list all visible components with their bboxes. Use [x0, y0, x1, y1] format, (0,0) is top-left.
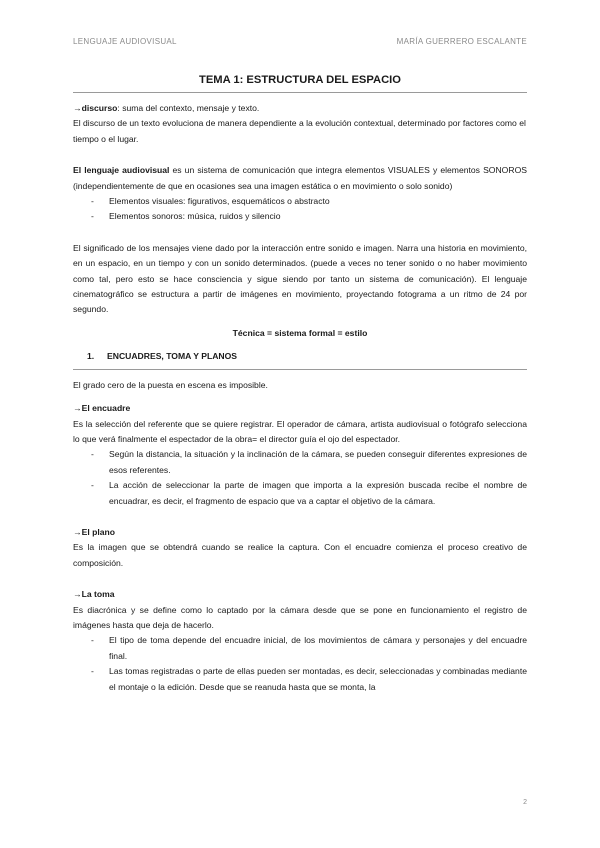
section-title: ENCUADRES, TOMA Y PLANOS: [107, 351, 238, 362]
list-item: - Las tomas registradas o parte de ellas pueden ser montadas, es decir, seleccionadas y combinadas mediante el montaje o la edición. Desde que se reanuda hasta que se monta, la: [91, 666, 527, 692]
discurso-body: El discurso de un texto evoluciona de manera dependiente a la evolución contextual, determinado por factores como el tiempo o el lugar.: [73, 118, 526, 144]
header-course: LENGUAJE AUDIOVISUAL: [73, 37, 177, 46]
discurso-definition: [73, 101, 527, 116]
section-number: 1.: [87, 351, 95, 362]
list-item-text: El tipo de toma depende del encuadre inicial, de los movimientos de cámara y personajes y del encuadre final.: [109, 635, 527, 661]
list-item: - La acción de seleccionar la parte de imagen que importa a la expresión buscada recibe el nombre de encuadrar, es decir, el fragmento de espacio que va a captar el objetivo de la cámara.: [91, 480, 527, 506]
list-item: - Elementos sonoros: música, ruidos y silencio: [91, 211, 281, 222]
list-item: - El tipo de toma depende del encuadre inicial, de los movimientos de cámara y personajes y del encuadre final.: [91, 635, 527, 661]
title-divider: [73, 92, 527, 93]
formula: Técnica = sistema formal = estilo: [232, 327, 368, 338]
header-author: MARÍA GUERRERO ESCALANTE: [396, 37, 527, 46]
list-item-text: Según la distancia, la situación y la inclinación de la cámara, se pueden conseguir diferentes expresiones de esos referentes.: [109, 449, 527, 475]
encuadre-body: Es la selección del referente que se quiere registrar. El operador de cámara, artista audiovisual o fotógrafo selecciona lo que verá finalmente el espectador de la obra= el director guía el ojo del espectador.: [73, 418, 527, 444]
toma-body: Es diacrónica y se define como lo captado por la cámara desde que se pone en funcionamiento el registro de imágenes hasta que deja de hacerlo.: [73, 604, 527, 630]
section-divider: [73, 369, 527, 370]
lenguaje-paragraph: [73, 163, 527, 194]
lenguaje-term: El lenguaje audiovisual: [73, 165, 170, 176]
page-title: TEMA 1: ESTRUCTURA DEL ESPACIO: [198, 74, 401, 86]
toma-heading: →La toma: [73, 589, 115, 600]
page-number: 2: [523, 799, 527, 806]
lenguaje-body: es un sistema de comunicación que integra elementos VISUALES y elementos SONOROS (independientemente de que en ocasiones sea una imagen estática o en movimiento o solo sonido): [73, 165, 527, 191]
section-heading: [73, 349, 527, 364]
encuadre-heading: →El encuadre: [73, 403, 131, 414]
document-body: [73, 72, 527, 695]
list-item-text: Elementos sonoros: música, ruidos y silencio: [109, 211, 281, 222]
grado-cero: El grado cero de la puesta en escena es imposible.: [73, 379, 268, 390]
significado-paragraph: El significado de los mensajes viene dado por la interacción entre sonido e imagen. Narra una historia en movimiento, en un espacio, en un tiempo y con un sonido determinados. (puede a veces no tener sonido o no haber movimiento como tal, pero esto se hace consciencia y sigue siendo por tanto un sistema de comunicación). El lenguaje cinematográfico se estructura a partir de imágenes en movimiento, proyectando fotograma a un ritmo de 24 por segundo.: [73, 242, 527, 315]
list-item: - Elementos visuales: figurativos, esquemáticos o abstracto: [91, 196, 330, 207]
discurso-def-text: : suma del contexto, mensaje y texto.: [117, 103, 260, 113]
plano-heading: →El plano: [73, 526, 116, 537]
list-item-text: Las tomas registradas o parte de ellas pueden ser montadas, es decir, seleccionadas y combinadas mediante el montaje o la edición. Desde que se reanuda hasta que se monta, la: [109, 666, 527, 692]
list-item-text: La acción de seleccionar la parte de imagen que importa a la expresión buscada recibe el nombre de encuadrar, es decir, el fragmento de espacio que va a captar el objetivo de la cámara.: [109, 480, 527, 506]
list-item: - Según la distancia, la situación y la inclinación de la cámara, se pueden conseguir diferentes expresiones de esos referentes.: [91, 449, 527, 475]
discurso-term: →discurso: [73, 103, 118, 113]
list-item-text: Elementos visuales: figurativos, esquemáticos o abstracto: [109, 196, 330, 207]
plano-body: Es la imagen que se obtendrá cuando se realice la captura. Con el encuadre comienza el proceso creativo de composición.: [73, 542, 527, 568]
